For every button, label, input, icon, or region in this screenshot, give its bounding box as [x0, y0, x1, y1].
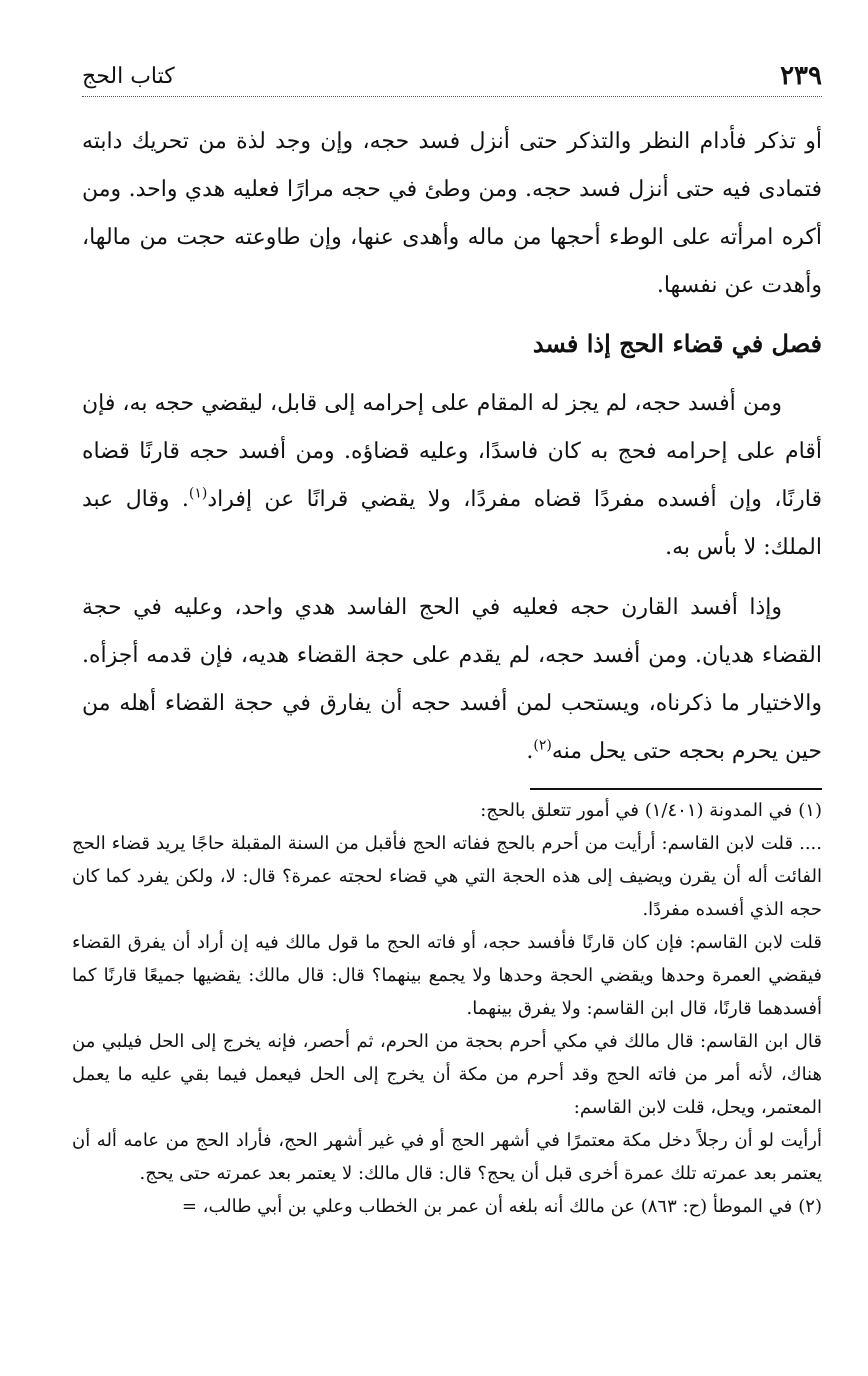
- footnote-1-intro: [72, 794, 822, 827]
- footnotes: [72, 794, 822, 1223]
- footnote-2: [72, 1190, 822, 1223]
- footnote-1-intro-text: في المدونة (١/٤٠١) في أمور تتعلق بالحج:: [480, 800, 793, 821]
- section-heading: فصل في قضاء الحج إذا فسد: [532, 329, 822, 358]
- footnote-2-text: في الموطأ (ح: ٨٦٣) عن مالك أنه بلغه أن عمر بن الخطاب وعلي بن أبي طالب، =: [181, 1196, 793, 1217]
- paragraph-text: ومن أفسد حجه، لم يجز له المقام على إحرامه إلى قابل، ليقضي حجه به، فإن أقام على إحرامه فحج به كان فاسدًا، وعليه قضاؤه. ومن أفسد حجه قارنًا قضاه قارنًا، وإن أفسده مفردًا قضاه مفردًا، ولا يقضي قرانًا عن إفراد: [82, 391, 822, 512]
- paragraph-text: وإذا أفسد القارن حجه فعليه في الحج الفاسد هدي واحد، وعليه في حجة القضاء هديان. ومن أفسد حجه، لم يقدم على حجة القضاء هديه، فإن قدمه أجزأه. والاختيار ما ذكرناه، ويستحب لمن أفسد حجه أن يفارق في حجة القضاء أهله من حين يحرم بحجه حتى يحل منه: [82, 595, 823, 764]
- footnote-1-paragraph: قال ابن القاسم: قال مالك في مكي أحرم بحجة من الحرم، ثم أحصر، فإنه يخرج إلى الحل فيلبي من هناك، لأنه أمر من فاته الحج وقد أحرم من مكة أن يخرج إلى الحل فيعمل فيما بقي عليه ما يعمل المعتمر، ويحل، قلت لابن القاسم:: [72, 1031, 822, 1118]
- paragraph-text: أو تذكر فأدام النظر والتذكر حتى أنزل فسد حجه، وإن وجد لذة من تحريك دابته فتمادى فيه حتى أنزل فسد حجه. ومن وطئ في حجه مرارًا فعليه هدي واحد. ومن أكره امرأته على الوطء أحجها من ماله وأهدى عنها، وإن طاوعته حجت من مالها، وأهدت عن نفسها.: [82, 129, 822, 298]
- footnote-1-paragraph: أرأيت لو أن رجلاً دخل مكة معتمرًا في أشهر الحج أو في غير أشهر الحج، فأراد الحج من عامه أله أن يعتمر بعد عمرته تلك عمرة أخرى قبل أن يحج؟ قال: قال مالك: لا يعتمر بعد عمرته حتى يحج.: [72, 1130, 822, 1184]
- footnote-separator: [530, 788, 822, 790]
- footnote-2-label: (٢): [798, 1196, 822, 1217]
- footnote-1-label: (١): [798, 800, 822, 821]
- running-title: كتاب الحج: [82, 63, 175, 89]
- paragraph-text-tail: . وقال عبد الملك: لا بأس به.: [82, 487, 822, 560]
- footnote-1-paragraph: قلت لابن القاسم: فإن كان قارنًا فأفسد حجه، أو فاته الحج ما قول مالك فيه إن أراد أن يفرق القضاء فيقضي العمرة وحدها ويقضي الحجة وحدها ولا يجمع بينهما؟ قال: قال مالك: يقضيها جميعًا قارنًا كما أفسدهما قارنًا، قال ابن القاسم: ولا يفرق بينهما.: [72, 932, 822, 1019]
- footnote-marker-1[interactable]: (١): [188, 485, 208, 502]
- opening-paragraph: [82, 118, 822, 310]
- main-text: [82, 118, 822, 776]
- page-header: [82, 56, 822, 97]
- footnote-1-paragraph: .... قلت لابن القاسم: أرأيت من أحرم بالحج ففاته الحج فأقبل من السنة المقبلة حاجًا يريد قضاء الحج الفائت أله أن يقرن ويضيف إلى هذه الحجة التي هي قضاء لحجته عمرة؟ قال: لا، ولكن يفرد كما كان حجه الذي أفسده مفردًا.: [72, 833, 822, 920]
- page-number: ٢٣٩: [780, 61, 822, 91]
- section-paragraph: [82, 584, 822, 776]
- section-paragraph: [82, 380, 822, 572]
- paragraph-text-tail: .: [526, 739, 534, 764]
- footnote-marker-2[interactable]: (٢): [533, 737, 552, 754]
